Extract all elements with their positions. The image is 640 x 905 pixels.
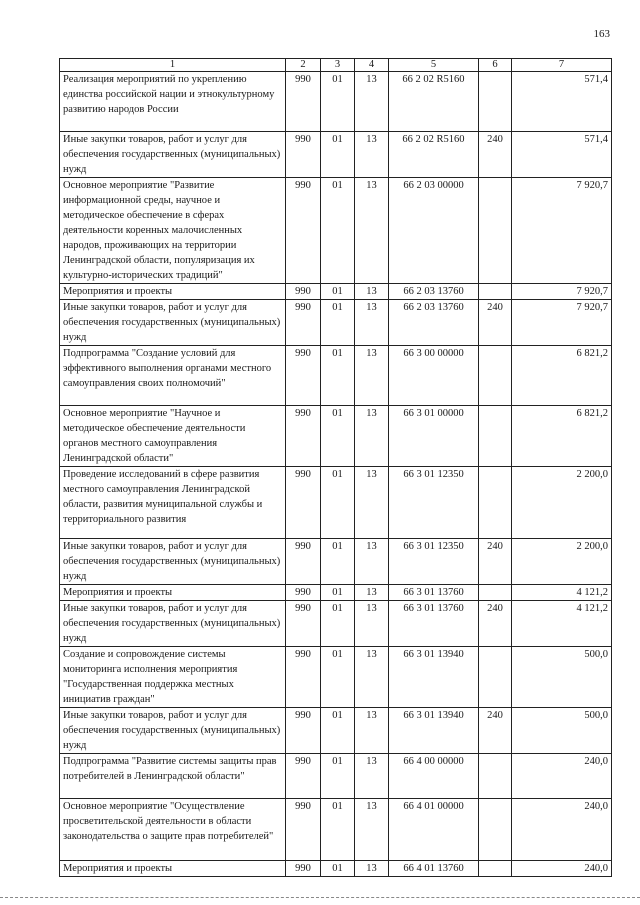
row-col7-cell: 240,0 <box>512 861 612 877</box>
row-col6-cell <box>479 799 512 861</box>
row-col4-cell: 13 <box>355 601 389 647</box>
row-name-cell: Основное мероприятие "Научное и методическое обеспечение деятельности органов местного самоуправления Ленинградской области" <box>60 406 286 467</box>
row-col5-cell: 66 3 01 12350 <box>389 467 479 539</box>
row-col7-cell: 240,0 <box>512 799 612 861</box>
row-col6-cell: 240 <box>479 708 512 754</box>
column-header: 4 <box>355 59 389 72</box>
row-col2-cell: 990 <box>286 346 321 406</box>
table-row <box>60 647 612 708</box>
table-row <box>60 284 612 300</box>
row-col5-cell: 66 3 01 13940 <box>389 647 479 708</box>
row-col3-cell: 01 <box>321 539 355 585</box>
row-col4-cell: 13 <box>355 132 389 178</box>
row-col5-cell: 66 3 00 00000 <box>389 346 479 406</box>
row-col7-cell: 7 920,7 <box>512 284 612 300</box>
row-name-cell: Создание и сопровождение системы мониторинга исполнения мероприятия "Государственная поддержка местных инициатив граждан" <box>60 647 286 708</box>
row-col5-cell: 66 2 02 R5160 <box>389 132 479 178</box>
row-name-cell: Иные закупки товаров, работ и услуг для обеспечения государственных (муниципальных) нужд <box>60 300 286 346</box>
row-col7-cell: 4 121,2 <box>512 585 612 601</box>
column-header: 3 <box>321 59 355 72</box>
row-col6-cell: 240 <box>479 300 512 346</box>
column-header: 7 <box>512 59 612 72</box>
row-col6-cell <box>479 284 512 300</box>
row-col2-cell: 990 <box>286 72 321 132</box>
row-col6-cell: 240 <box>479 539 512 585</box>
row-col4-cell: 13 <box>355 72 389 132</box>
row-col5-cell: 66 4 01 13760 <box>389 861 479 877</box>
row-name-cell: Подпрограмма "Создание условий для эффективного выполнения органами местного самоуправления своих полномочий" <box>60 346 286 406</box>
row-col5-cell: 66 2 03 00000 <box>389 178 479 284</box>
row-col6-cell <box>479 467 512 539</box>
table-row <box>60 585 612 601</box>
row-col6-cell: 240 <box>479 132 512 178</box>
table-row <box>60 178 612 284</box>
row-col7-cell: 500,0 <box>512 708 612 754</box>
row-col4-cell: 13 <box>355 539 389 585</box>
row-col2-cell: 990 <box>286 799 321 861</box>
column-header: 5 <box>389 59 479 72</box>
row-col2-cell: 990 <box>286 132 321 178</box>
row-col4-cell: 13 <box>355 406 389 467</box>
row-col7-cell: 7 920,7 <box>512 300 612 346</box>
table-row <box>60 346 612 406</box>
row-col7-cell: 2 200,0 <box>512 539 612 585</box>
row-col4-cell: 13 <box>355 585 389 601</box>
row-col7-cell: 7 920,7 <box>512 178 612 284</box>
row-col6-cell <box>479 647 512 708</box>
table-row <box>60 601 612 647</box>
row-col3-cell: 01 <box>321 754 355 799</box>
row-col5-cell: 66 2 03 13760 <box>389 300 479 346</box>
column-header: 1 <box>60 59 286 72</box>
row-col5-cell: 66 3 01 13940 <box>389 708 479 754</box>
row-col5-cell: 66 2 02 R5160 <box>389 72 479 132</box>
row-name-cell: Мероприятия и проекты <box>60 284 286 300</box>
row-col3-cell: 01 <box>321 178 355 284</box>
table-row <box>60 799 612 861</box>
row-col7-cell: 571,4 <box>512 72 612 132</box>
row-col7-cell: 571,4 <box>512 132 612 178</box>
table-row <box>60 132 612 178</box>
row-col6-cell: 240 <box>479 601 512 647</box>
row-name-cell: Мероприятия и проекты <box>60 861 286 877</box>
row-col5-cell: 66 3 01 13760 <box>389 601 479 647</box>
row-col5-cell: 66 3 01 13760 <box>389 585 479 601</box>
row-col2-cell: 990 <box>286 708 321 754</box>
row-col3-cell: 01 <box>321 708 355 754</box>
table-row <box>60 300 612 346</box>
row-col5-cell: 66 2 03 13760 <box>389 284 479 300</box>
row-name-cell: Иные закупки товаров, работ и услуг для обеспечения государственных (муниципальных) нужд <box>60 708 286 754</box>
row-name-cell: Мероприятия и проекты <box>60 585 286 601</box>
scan-edge-line <box>0 897 640 899</box>
row-col4-cell: 13 <box>355 300 389 346</box>
table-row <box>60 754 612 799</box>
row-col2-cell: 990 <box>286 754 321 799</box>
row-col4-cell: 13 <box>355 284 389 300</box>
row-col6-cell <box>479 861 512 877</box>
row-name-cell: Иные закупки товаров, работ и услуг для обеспечения государственных (муниципальных) нужд <box>60 132 286 178</box>
row-col3-cell: 01 <box>321 585 355 601</box>
row-col3-cell: 01 <box>321 406 355 467</box>
row-name-cell: Подпрограмма "Развитие системы защиты прав потребителей в Ленинградской области" <box>60 754 286 799</box>
row-col4-cell: 13 <box>355 861 389 877</box>
row-name-cell: Основное мероприятие "Развитие информационной среды, научное и методическое обеспечение в сферах деятельности коренных малочисленных народов, проживающих на территории Ленинградской области, популяризация их культурно-исторических традиций" <box>60 178 286 284</box>
row-col3-cell: 01 <box>321 300 355 346</box>
row-col3-cell: 01 <box>321 647 355 708</box>
table-row <box>60 467 612 539</box>
row-col6-cell <box>479 406 512 467</box>
row-col7-cell: 2 200,0 <box>512 467 612 539</box>
row-col5-cell: 66 4 01 00000 <box>389 799 479 861</box>
page-number: 163 <box>593 28 610 40</box>
row-name-cell: Основное мероприятие "Осуществление просветительской деятельности в области законодательства о защите прав потребителей" <box>60 799 286 861</box>
table-row <box>60 72 612 132</box>
table-row <box>60 539 612 585</box>
row-col2-cell: 990 <box>286 467 321 539</box>
row-col3-cell: 01 <box>321 346 355 406</box>
row-name-cell: Реализация мероприятий по укреплению единства российской нации и этнокультурному развитию народов России <box>60 72 286 132</box>
row-col7-cell: 500,0 <box>512 647 612 708</box>
row-col4-cell: 13 <box>355 708 389 754</box>
row-col6-cell <box>479 72 512 132</box>
table-row <box>60 861 612 877</box>
row-col4-cell: 13 <box>355 647 389 708</box>
row-col4-cell: 13 <box>355 467 389 539</box>
row-col2-cell: 990 <box>286 861 321 877</box>
row-col3-cell: 01 <box>321 601 355 647</box>
row-col4-cell: 13 <box>355 754 389 799</box>
row-col2-cell: 990 <box>286 406 321 467</box>
column-header: 2 <box>286 59 321 72</box>
row-col4-cell: 13 <box>355 178 389 284</box>
row-col4-cell: 13 <box>355 799 389 861</box>
budget-table <box>59 58 612 877</box>
row-col6-cell <box>479 178 512 284</box>
table-row <box>60 708 612 754</box>
row-col3-cell: 01 <box>321 72 355 132</box>
row-col7-cell: 240,0 <box>512 754 612 799</box>
row-col2-cell: 990 <box>286 300 321 346</box>
table-header-row <box>60 59 612 72</box>
row-name-cell: Иные закупки товаров, работ и услуг для обеспечения государственных (муниципальных) нужд <box>60 601 286 647</box>
row-col2-cell: 990 <box>286 284 321 300</box>
row-name-cell: Иные закупки товаров, работ и услуг для обеспечения государственных (муниципальных) нужд <box>60 539 286 585</box>
row-col2-cell: 990 <box>286 539 321 585</box>
row-col3-cell: 01 <box>321 284 355 300</box>
row-col2-cell: 990 <box>286 647 321 708</box>
row-col3-cell: 01 <box>321 132 355 178</box>
row-col5-cell: 66 3 01 00000 <box>389 406 479 467</box>
row-col5-cell: 66 4 00 00000 <box>389 754 479 799</box>
row-col7-cell: 6 821,2 <box>512 346 612 406</box>
row-col4-cell: 13 <box>355 346 389 406</box>
row-name-cell: Проведение исследований в сфере развития местного самоуправления Ленинградской области, развития муниципальной службы и территориального развития <box>60 467 286 539</box>
row-col3-cell: 01 <box>321 861 355 877</box>
row-col3-cell: 01 <box>321 799 355 861</box>
row-col2-cell: 990 <box>286 178 321 284</box>
row-col6-cell <box>479 754 512 799</box>
column-header: 6 <box>479 59 512 72</box>
row-col6-cell <box>479 346 512 406</box>
table-row <box>60 406 612 467</box>
row-col7-cell: 4 121,2 <box>512 601 612 647</box>
row-col5-cell: 66 3 01 12350 <box>389 539 479 585</box>
row-col3-cell: 01 <box>321 467 355 539</box>
row-col2-cell: 990 <box>286 601 321 647</box>
row-col2-cell: 990 <box>286 585 321 601</box>
row-col6-cell <box>479 585 512 601</box>
row-col7-cell: 6 821,2 <box>512 406 612 467</box>
